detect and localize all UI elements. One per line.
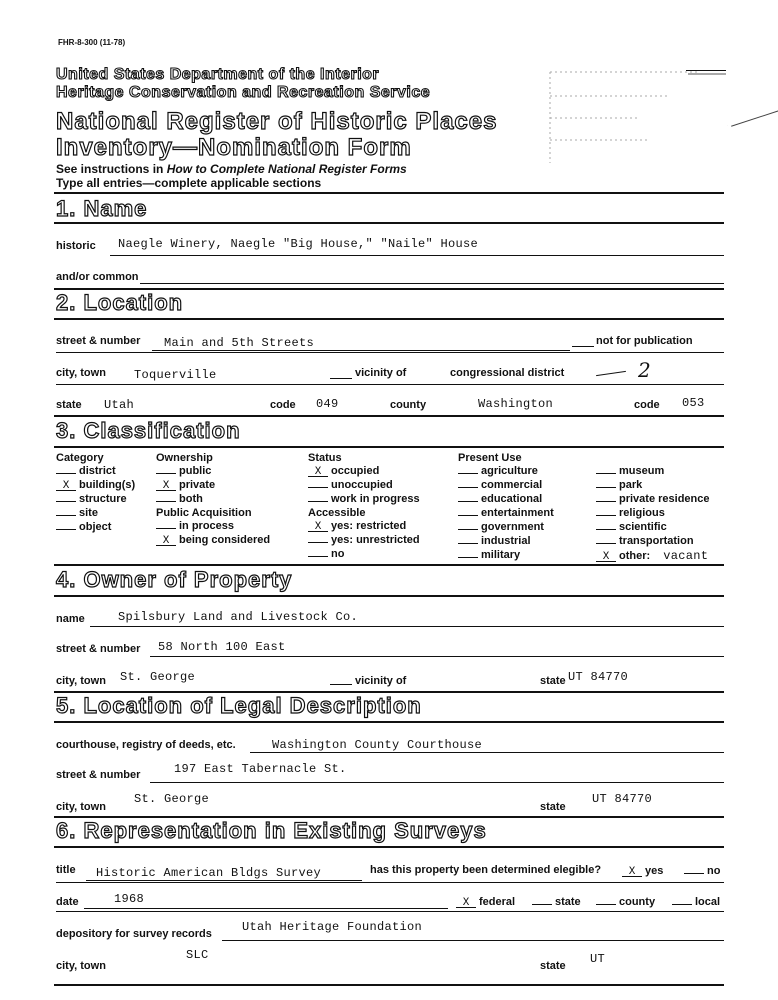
- courthouse-label: courthouse, registry of deeds, etc.: [56, 739, 236, 751]
- category-list: [56, 465, 135, 535]
- form-subtitle: Inventory—Nomination Form: [56, 134, 412, 161]
- eligible-no[interactable]: no: [684, 865, 720, 877]
- use-transportation[interactable]: transportation: [596, 535, 710, 549]
- status-list: [308, 465, 420, 507]
- city-town-label: city, town: [56, 367, 106, 379]
- present-use-list-1: [458, 465, 554, 563]
- public-acquisition-list: [156, 520, 270, 548]
- depository-value: Utah Heritage Foundation: [242, 920, 423, 934]
- present-use-heading: Present Use: [458, 452, 522, 464]
- instructions-prefix: See instructions in: [56, 162, 167, 176]
- category-site[interactable]: site: [56, 507, 135, 521]
- owner-vicinity-label: vicinity of: [355, 675, 407, 687]
- depository-city-value: SLC: [186, 948, 209, 962]
- accessible-restricted[interactable]: X yes: restricted: [308, 520, 420, 534]
- use-entertainment[interactable]: entertainment: [458, 507, 554, 521]
- survey-date-value: 1968: [114, 892, 145, 906]
- use-industrial[interactable]: industrial: [458, 535, 554, 549]
- vicinity-label: vicinity of: [355, 367, 407, 379]
- depository-state-value: UT: [590, 952, 606, 966]
- state-value: Utah: [104, 398, 135, 412]
- public-acquisition-heading: Public Acquisition: [156, 507, 252, 519]
- accessible-list: [308, 520, 420, 562]
- accessible-heading: Accessible: [308, 507, 366, 519]
- owner-street-label: street & number: [56, 643, 141, 655]
- county-value: Washington: [478, 397, 554, 411]
- received-stamp: [548, 68, 728, 178]
- use-religious[interactable]: religious: [596, 507, 710, 521]
- ownership-private[interactable]: X private: [156, 479, 215, 493]
- section-2-heading: 2. Location: [56, 290, 184, 315]
- acquisition-in-process[interactable]: in process: [156, 520, 270, 534]
- common-name-label: and/or common: [56, 271, 139, 283]
- congressional-district-label: congressional district: [450, 367, 565, 379]
- owner-name-label: name: [56, 613, 85, 625]
- use-private-residence[interactable]: private residence: [596, 493, 710, 507]
- legal-state-label: state: [540, 801, 566, 813]
- department-name: United States Department of the Interior: [56, 66, 380, 83]
- ownership-public[interactable]: public: [156, 465, 215, 479]
- historic-label: historic: [56, 240, 96, 252]
- not-for-publication-label: not for publication: [596, 335, 693, 347]
- state-code-label: code: [270, 399, 296, 411]
- courthouse-value: Washington County Courthouse: [272, 738, 483, 752]
- accessible-unrestricted[interactable]: yes: unrestricted: [308, 534, 420, 548]
- use-educational[interactable]: educational: [458, 493, 554, 507]
- present-use-list-2: [596, 465, 710, 563]
- use-other[interactable]: X other: vacant: [596, 549, 710, 563]
- county-code-value: 053: [682, 396, 705, 410]
- legal-state-value: UT 84770: [592, 792, 653, 806]
- depository-label: depository for survey records: [56, 928, 212, 940]
- category-object[interactable]: object: [56, 521, 135, 535]
- acquisition-being-considered[interactable]: X being considered: [156, 534, 270, 548]
- service-name: Heritage Conservation and Recreation Service: [56, 84, 431, 101]
- legal-street-value: 197 East Tabernacle St.: [174, 762, 347, 776]
- owner-state-label: state: [540, 675, 566, 687]
- eligible-question: has this property been determined elegible?: [370, 864, 602, 876]
- use-museum[interactable]: museum: [596, 465, 710, 479]
- ownership-heading: Ownership: [156, 452, 213, 464]
- use-scientific[interactable]: scientific: [596, 521, 710, 535]
- use-government[interactable]: government: [458, 521, 554, 535]
- form-title: National Register of Historic Places: [56, 108, 498, 135]
- owner-name-value: Spilsbury Land and Livestock Co.: [118, 610, 359, 624]
- congressional-district-value: 2: [638, 358, 651, 382]
- category-heading: Category: [56, 452, 104, 464]
- category-district[interactable]: district: [56, 465, 135, 479]
- owner-street-value: 58 North 100 East: [158, 640, 286, 654]
- status-heading: Status: [308, 452, 342, 464]
- legal-street-label: street & number: [56, 769, 141, 781]
- ownership-both[interactable]: both: [156, 493, 215, 507]
- section-4-heading: 4. Owner of Property: [56, 567, 293, 592]
- survey-federal[interactable]: X federal: [456, 896, 515, 908]
- section-3-heading: 3. Classification: [56, 418, 241, 443]
- accessible-no[interactable]: no: [308, 548, 420, 562]
- status-unoccupied[interactable]: unoccupied: [308, 479, 420, 493]
- category-structure[interactable]: structure: [56, 493, 135, 507]
- owner-state-value: UT 84770: [568, 670, 629, 684]
- owner-city-value: St. George: [120, 670, 196, 684]
- use-park[interactable]: park: [596, 479, 710, 493]
- survey-title-value: Historic American Bldgs Survey: [96, 866, 322, 880]
- use-commercial[interactable]: commercial: [458, 479, 554, 493]
- survey-county[interactable]: county: [596, 896, 655, 908]
- county-label: county: [390, 399, 427, 411]
- survey-local[interactable]: local: [672, 896, 720, 908]
- survey-title-label: title: [56, 864, 76, 876]
- city-town-value: Toquerville: [134, 368, 217, 382]
- county-code-label: code: [634, 399, 660, 411]
- legal-city-value: St. George: [134, 792, 210, 806]
- survey-date-label: date: [56, 896, 79, 908]
- survey-state[interactable]: state: [532, 896, 581, 908]
- instructions: [56, 162, 407, 176]
- street-number-label: street & number: [56, 335, 141, 347]
- use-military[interactable]: military: [458, 549, 554, 563]
- depository-city-label: city, town: [56, 960, 106, 972]
- section-6-heading: 6. Representation in Existing Surveys: [56, 818, 487, 843]
- status-occupied[interactable]: X occupied: [308, 465, 420, 479]
- use-other-value: vacant: [663, 549, 709, 563]
- ownership-list: [156, 465, 215, 507]
- street-number-value: Main and 5th Streets: [164, 336, 315, 350]
- state-label: state: [56, 399, 82, 411]
- depository-state-label: state: [540, 960, 566, 972]
- eligible-yes[interactable]: X yes: [622, 865, 663, 877]
- instructions-line-2: Type all entries—complete applicable sections: [56, 176, 322, 190]
- instructions-title: How to Complete National Register Forms: [166, 162, 407, 176]
- owner-city-label: city, town: [56, 675, 106, 687]
- use-agriculture[interactable]: agriculture: [458, 465, 554, 479]
- legal-city-label: city, town: [56, 801, 106, 813]
- status-work-in-progress[interactable]: work in progress: [308, 493, 420, 507]
- form-id: FHR-8-300 (11-78): [58, 38, 126, 47]
- historic-name-value: Naegle Winery, Naegle "Big House," "Naile" House: [118, 237, 479, 251]
- section-1-heading: 1. Name: [56, 196, 148, 221]
- category-buildings[interactable]: X building(s): [56, 479, 135, 493]
- section-5-heading: 5. Location of Legal Description: [56, 693, 422, 718]
- state-code-value: 049: [316, 397, 339, 411]
